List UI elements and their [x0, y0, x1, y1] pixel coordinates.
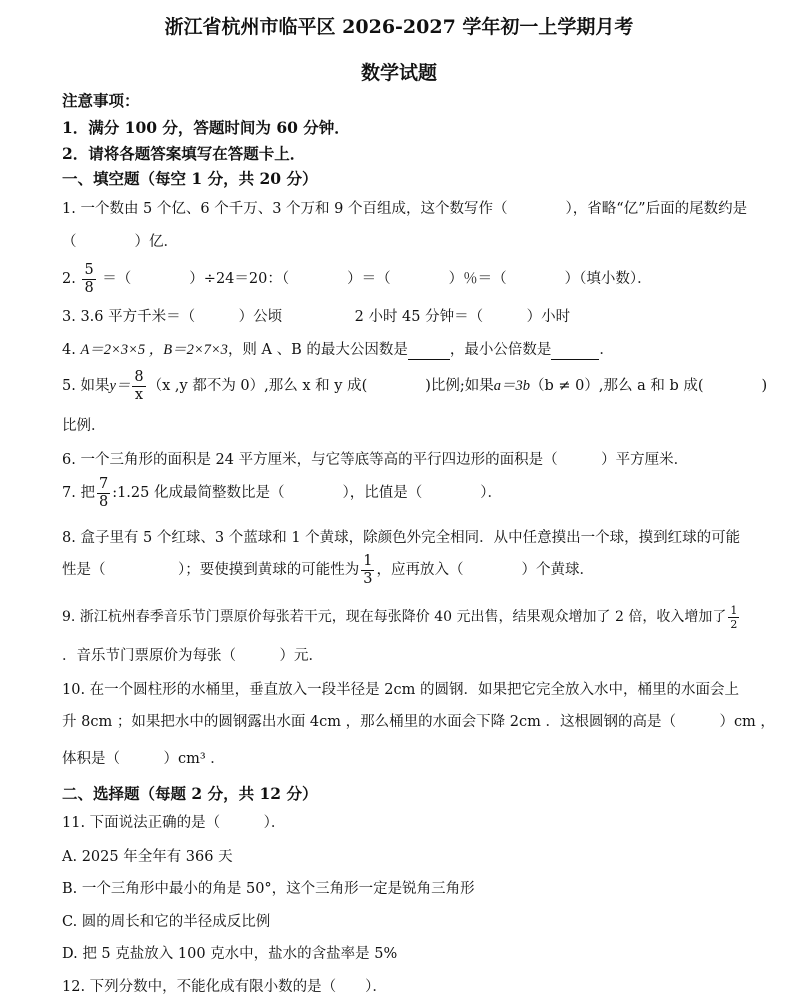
exam-subtitle: 数学试题	[360, 62, 437, 84]
fraction-denominator: 8	[98, 493, 109, 510]
question-5-line-1	[62, 368, 768, 404]
question-5-line-2: 比例．	[62, 418, 106, 434]
question-5-equation: y＝	[109, 378, 131, 394]
question-11-option-d: D. 把 5 克盐放入 100 克水中，盐水的含盐率是 5%	[62, 946, 398, 962]
fraction-numerator: 7	[98, 476, 109, 492]
question-11-stem: 11. 下面说法正确的是（ ）．	[62, 815, 286, 831]
fraction-denominator: 8	[84, 279, 94, 296]
fraction-numerator: 8	[134, 369, 144, 385]
question-1-line-1: 1. 一个数由 5 个亿、6 个千万、3 个万和 9 个百组成，这个数写作（ ），省略“亿”后面的尾数约是	[62, 201, 748, 217]
question-2-text: ＝（ ）÷24＝20：（ ）＝（ ）％＝（ ）（填小数）．	[102, 271, 652, 287]
question-3: 3. 3.6 平方千米＝（ ）公顷 2 小时 45 分钟＝（ ）小时	[62, 309, 571, 325]
question-11-option-a: A. 2025 年全年有 366 天	[62, 849, 233, 865]
question-5-text-2: （b ≠ 0）,那么 a 和 b 成( )	[530, 378, 768, 394]
fraction-numerator: 5	[84, 262, 94, 278]
question-10-line-1: 10. 在一个圆柱形的水桶里，垂直放入一段半径是 2cm 的圆钢．如果把它完全放入水中，桶里的水面会上	[62, 682, 739, 698]
question-5-number: 5. 如果	[62, 378, 110, 394]
question-8-line-2	[62, 552, 758, 588]
question-4-text-2: ，最小公倍数是	[449, 342, 552, 358]
question-8-text: 性是（ ）；要使摸到黄球的可能性为	[62, 562, 360, 578]
question-4-number: 4.	[62, 342, 81, 358]
question-2-number: 2.	[62, 271, 76, 287]
question-8-text-2: ，应再放入（ ）个黄球．	[376, 562, 594, 578]
question-2	[62, 262, 758, 296]
notes-heading: 注意事项：	[62, 91, 140, 110]
question-7	[62, 476, 758, 510]
note-1: 1．满分 100 分，答题时间为 60 分钟．	[62, 118, 350, 137]
question-5-equation-2: a＝3b	[493, 378, 531, 394]
question-7-fraction	[97, 477, 110, 509]
question-6: 6. 一个三角形的面积是 24 平方厘米，与它等底等高的平行四边形的面积是（ ）平方厘米．	[62, 452, 689, 468]
question-7-number: 7. 把	[62, 485, 95, 501]
question-9-text: 9. 浙江杭州春季音乐节门票原价每张若干元，现在每张降价 40 元出售，结果观众增加了 2 倍，收入增加了	[62, 609, 727, 625]
section-1-heading: 一、填空题（每空 1 分，共 20 分）	[62, 169, 318, 188]
question-9-fraction	[728, 605, 739, 630]
question-12-stem: 12. 下列分数中，不能化成有限小数的是（ ）．	[62, 979, 387, 995]
exam-title: 浙江省杭州市临平区 2026-2027 学年初一上学期月考	[164, 16, 634, 38]
fraction-denominator: 2	[730, 617, 738, 631]
question-11-option-b: B. 一个三角形中最小的角是 50°，这个三角形一定是锐角三角形	[62, 881, 475, 897]
question-9-line-1	[62, 602, 758, 632]
question-1-line-2: （ ）亿．	[62, 234, 178, 250]
question-5-fraction	[132, 370, 145, 402]
fraction-numerator: 1	[363, 553, 373, 569]
question-8-fraction	[361, 554, 374, 586]
question-5-text: （x ,y 都不为 0）,那么 x 和 y 成( )比例;如果	[147, 378, 494, 394]
question-8-line-1: 8. 盒子里有 5 个红球、3 个蓝球和 1 个黄球，除颜色外完全相同．从中任意摸出一个球，摸到红球的可能	[62, 530, 741, 546]
question-4-text: ，则 A 、B 的最大公因数是	[227, 342, 408, 358]
question-2-fraction	[82, 263, 95, 295]
section-2-heading: 二、选择题（每题 2 分，共 12 分）	[62, 784, 318, 803]
question-4-expression: A＝2×3×5 ，B＝2×7×3	[80, 342, 228, 358]
fraction-denominator: 3	[363, 570, 373, 587]
answer-blank	[551, 341, 599, 360]
fraction-numerator: 1	[730, 603, 738, 617]
note-2: 2．请将各题答案填写在答题卡上．	[62, 144, 306, 163]
fraction-denominator: x	[134, 386, 144, 403]
question-11-option-c: C. 圆的周长和它的半径成反比例	[62, 914, 271, 930]
question-7-text: :1.25 化成最简整数比是（ ），比值是（ ）．	[112, 485, 502, 501]
question-10-line-3: 体积是（ ）cm³ ．	[62, 751, 225, 767]
question-9-line-2: ．音乐节门票原价为每张（ ）元．	[62, 648, 323, 664]
question-10-line-2: 升 8cm ；如果把水中的圆钢露出水面 4cm ，那么桶里的水面会下降 2cm ．这根圆钢的高是（ ）cm ，	[62, 714, 775, 730]
question-4-end: ．	[599, 342, 614, 358]
question-4	[62, 341, 758, 360]
answer-blank	[408, 341, 450, 360]
